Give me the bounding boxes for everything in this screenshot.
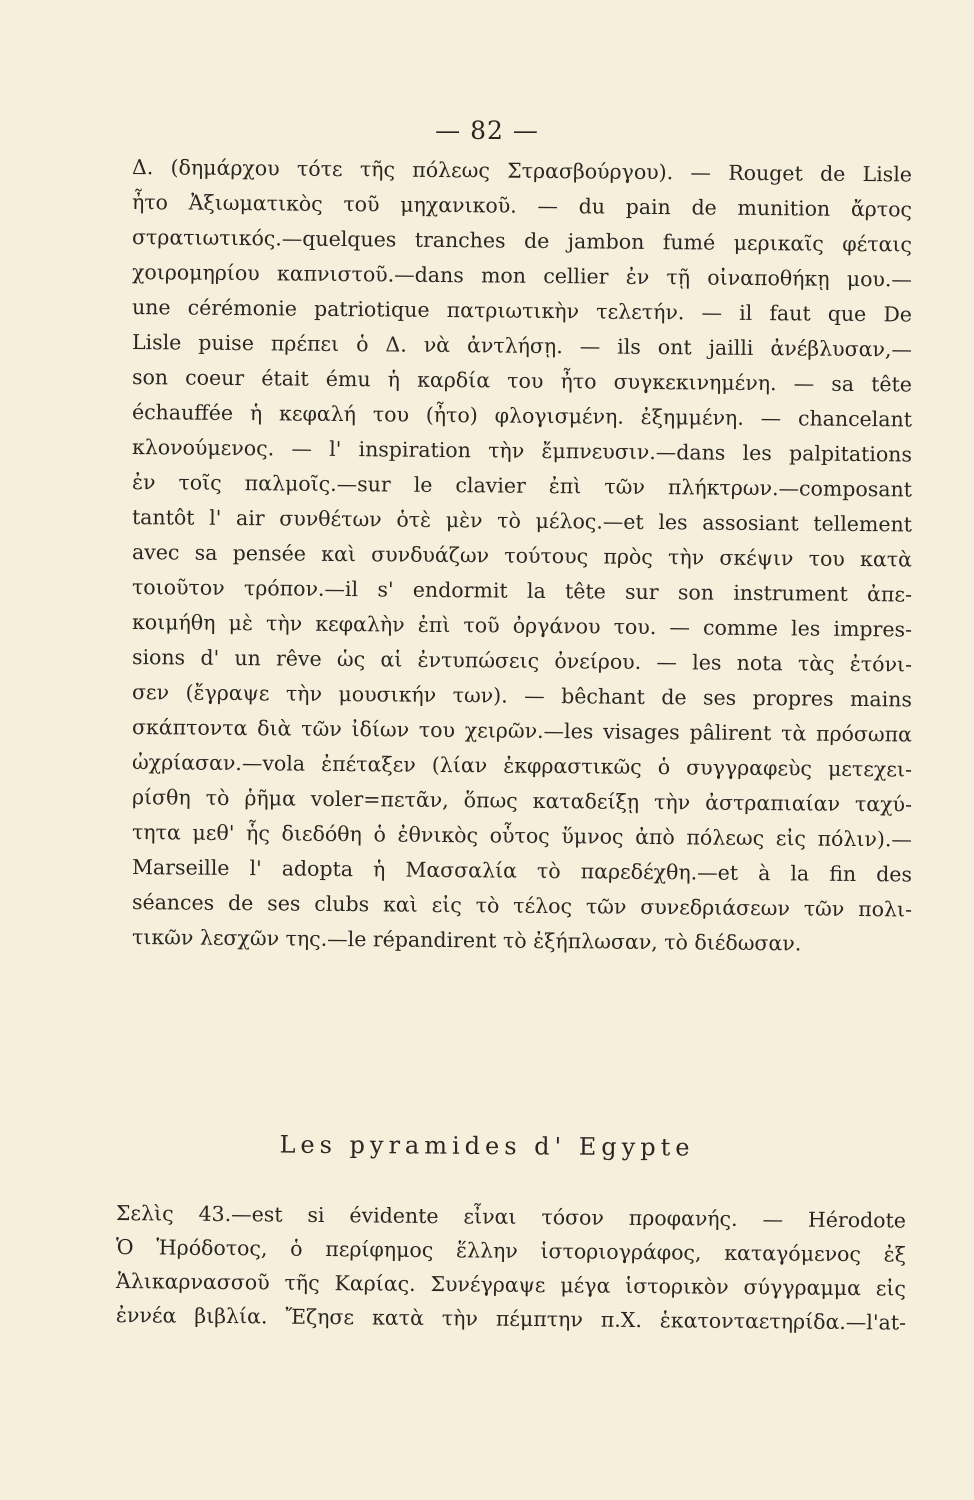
text-line: τικῶν λεσχῶν της.—le répandirent τὸ ἐξήπλωσαν, τὸ διέδωσαν. — [131, 925, 802, 956]
text-line: Ὁ Ἡρόδοτος, ὁ περίφημος ἕλλην ἱστοριογράφος, καταγόμενος ἐξ — [115, 1235, 907, 1267]
text-line: Σελὶς 43.—est si évidente εἶναι τόσον προφανής. — Hérodote — [115, 1201, 907, 1233]
section-text — [115, 1196, 907, 1335]
text-line: son coeur était ému ἡ καρδία του ἦτο συγκεκινημένη. — sa tête — [131, 365, 913, 397]
text-line: sions d' un rêve ὡς αἱ ἐντυπώσεις ὀνείρου. — les nota τὰς ἐτόνι- — [131, 645, 913, 677]
text-line: Lisle puise πρέπει ὁ Δ. νὰ ἀντλήσῃ. — ils ont jailli ἀνέβλυσαν,— — [131, 330, 913, 362]
text-line: χοιρομηρίου καπνιστοῦ.—dans mon cellier ἐν τῇ οἰναποθήκῃ μου.— — [131, 260, 913, 292]
text-line: ρίσθη τὸ ῥῆμα voler=πετᾶν, ὅπως καταδείξῃ τὴν ἀστραπιαίαν ταχύ- — [131, 785, 913, 817]
section-title: Les pyramides d' Egypte — [279, 1130, 695, 1162]
text-line: σεν (ἔγραψε τὴν μουσικήν των). — bêchant de ses propres mains — [131, 680, 913, 712]
page-number: — 82 — — [435, 116, 539, 145]
main-text — [132, 150, 912, 955]
text-line: κλονούμενος. — l' inspiration τὴν ἔμπνευσιν.—dans les palpitations — [131, 435, 913, 467]
text-line: ἐννέα βιβλία. Ἔζησε κατὰ τὴν πέμπτην π.Χ. ἑκατονταετηρίδα.—l'at- — [115, 1303, 907, 1335]
text-line: Marseille l' adopta ἡ Μασσαλία τὸ παρεδέχθη.—et à la fin des — [131, 855, 913, 887]
text-line: tantôt l' air συνθέτων ὁτὲ μὲν τὸ μέλος.—et les assosiant tellement — [131, 505, 913, 537]
text-line: κοιμήθη μὲ τὴν κεφαλὴν ἐπὶ τοῦ ὀργάνου του. — comme les impres- — [131, 610, 913, 642]
text-line: ἐν τοῖς παλμοῖς.—sur le clavier ἐπὶ τῶν πλήκτρων.—composant — [131, 470, 913, 502]
text-line: τοιοῦτον τρόπον.—il s' endormit la tête sur son instrument ἀπε- — [131, 575, 913, 607]
text-line: échauffée ἡ κεφαλή του (ἦτο) φλογισμένη. ἐξημμένη. — chancelant — [131, 400, 913, 432]
text-line: σκάπτοντα διὰ τῶν ἰδίων του χειρῶν.—les visages pâlirent τὰ πρόσωπα — [131, 715, 913, 747]
text-line: ἦτο Ἀξιωματικὸς τοῦ μηχανικοῦ. — du pain de munition ἄρτος — [131, 190, 913, 222]
text-line: ὠχρίασαν.—vola ἐπέταξεν (λίαν ἐκφραστικῶς ὁ συγγραφεὺς μετεχει- — [131, 750, 913, 782]
text-line: στρατιωτικός.—quelques tranches de jambon fumé μερικαῖς φέταις — [131, 225, 913, 257]
text-line: Ἁλικαρνασσοῦ τῆς Καρίας. Συνέγραψε μέγα ἱστορικὸν σύγγραμμα εἰς — [115, 1269, 907, 1301]
text-line: avec sa pensée καὶ συνδυάζων τούτους πρὸς τὴν σκέψιν του κατὰ — [131, 540, 913, 572]
text-line: τητα μεθ' ἧς διεδόθη ὁ ἐθνικὸς οὗτος ὕμνος ἀπὸ πόλεως εἰς πόλιν).— — [131, 820, 913, 852]
text-line: séances de ses clubs καὶ εἰς τὸ τέλος τῶν συνεδριάσεων τῶν πολι- — [131, 890, 913, 922]
text-line: une cérémonie patriotique πατριωτικὴν τελετήν. — il faut que De — [131, 295, 913, 327]
text-line: Δ. (δημάρχου τότε τῆς πόλεως Στρασβούργου). — Rouget de Lisle — [131, 155, 913, 187]
